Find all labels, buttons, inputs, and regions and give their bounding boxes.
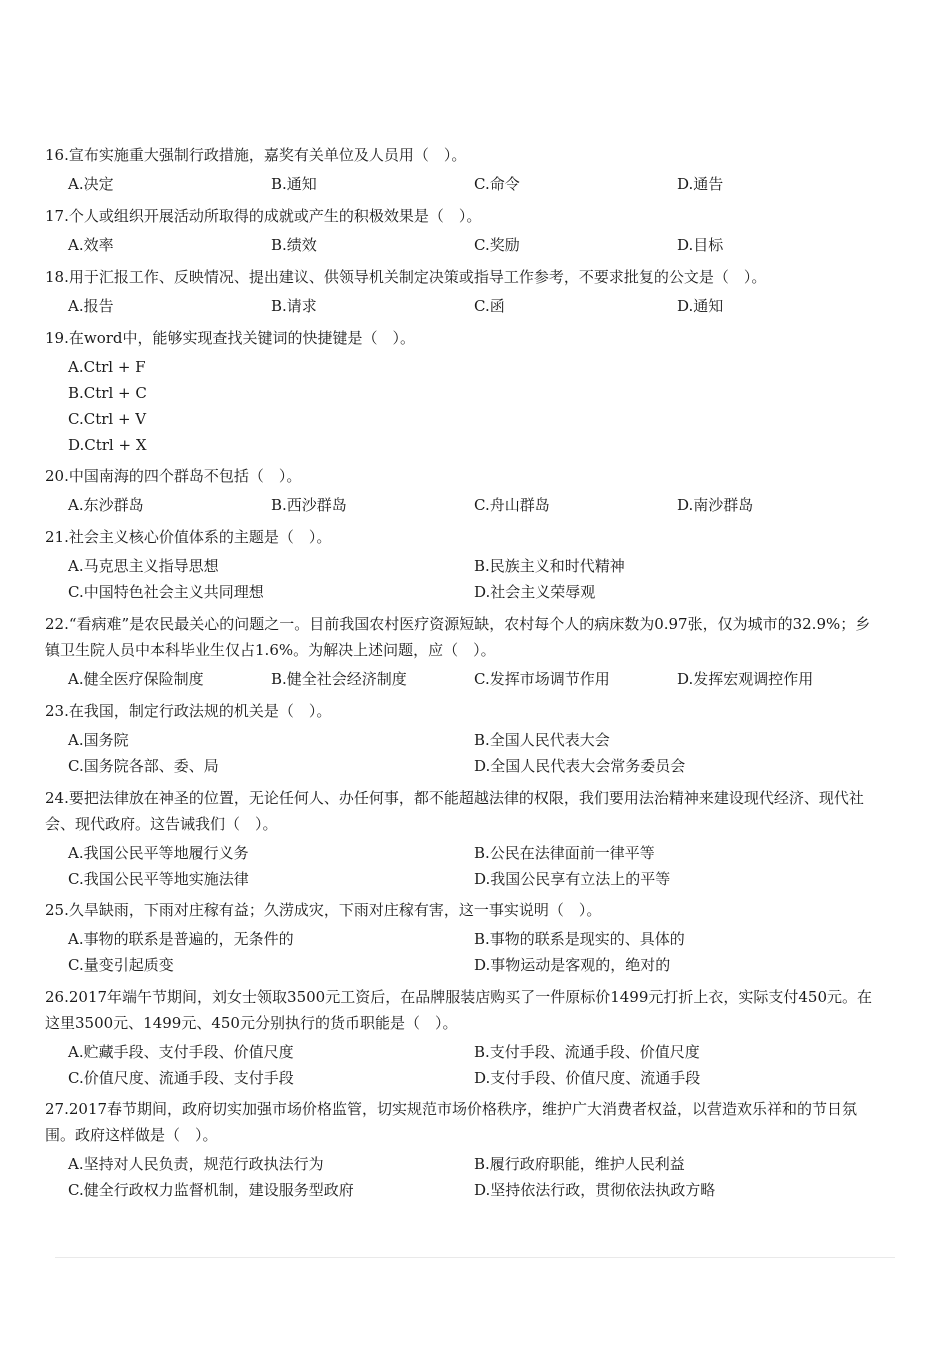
question-23 — [45, 698, 880, 779]
footer-divider — [55, 1257, 895, 1258]
option-b[interactable]: B.民族主义和时代精神 — [474, 557, 625, 575]
option-a[interactable]: A.国务院 — [68, 731, 129, 749]
option-a[interactable]: A.Ctrl + F — [68, 358, 146, 376]
option-d[interactable]: D.通告 — [677, 175, 724, 193]
option-d[interactable]: D.坚持依法行政，贯彻依法执政方略 — [474, 1181, 716, 1199]
option-b[interactable]: B.健全社会经济制度 — [271, 670, 407, 688]
options-row — [45, 666, 880, 692]
option-d[interactable]: D.Ctrl + X — [68, 436, 147, 454]
options-grid — [45, 1151, 880, 1203]
option-c[interactable]: C.奖励 — [474, 236, 520, 254]
options-grid — [45, 840, 880, 892]
question-text: 在我国，制定行政法规的机关是（ ）。 — [68, 702, 332, 720]
options-list — [45, 354, 880, 458]
question-number: 16. — [45, 146, 69, 164]
question-stem — [45, 984, 880, 1036]
question-text: 宣布实施重大强制行政措施，嘉奖有关单位及人员用（ ）。 — [68, 146, 467, 164]
question-19 — [45, 325, 880, 458]
question-stem — [45, 785, 880, 837]
option-c[interactable]: C.健全行政权力监督机制，建设服务型政府 — [68, 1181, 354, 1199]
question-number: 23. — [45, 702, 69, 720]
option-b[interactable]: B.Ctrl + C — [68, 384, 147, 402]
question-number: 21. — [45, 528, 69, 546]
question-21 — [45, 524, 880, 605]
question-number: 17. — [45, 207, 69, 225]
option-b[interactable]: B.支付手段、流通手段、价值尺度 — [474, 1043, 700, 1061]
option-d[interactable]: D.社会主义荣辱观 — [474, 583, 596, 601]
question-number: 25. — [45, 901, 69, 919]
option-c[interactable]: C.量变引起质变 — [68, 956, 174, 974]
option-d[interactable]: D.目标 — [677, 236, 724, 254]
options-grid — [45, 1039, 880, 1091]
question-text: 中国南海的四个群岛不包括（ ）。 — [68, 467, 302, 485]
option-c[interactable]: C.发挥市场调节作用 — [474, 670, 610, 688]
question-number: 24. — [45, 789, 69, 807]
question-17 — [45, 203, 880, 258]
option-d[interactable]: D.我国公民享有立法上的平等 — [474, 870, 671, 888]
option-d[interactable]: D.通知 — [677, 297, 724, 315]
option-b[interactable]: B.请求 — [271, 297, 317, 315]
question-26 — [45, 984, 880, 1091]
option-d[interactable]: D.南沙群岛 — [677, 496, 754, 514]
question-stem — [45, 142, 880, 168]
option-b[interactable]: B.公民在法律面前一律平等 — [474, 844, 655, 862]
question-text: 2017年端午节期间，刘女士领取3500元工资后，在品牌服装店购买了一件原标价1499元打折上衣，实际支付450元。在这里3500元、1499元、450元分别执行的货币职能是（ ）。 — [45, 988, 873, 1032]
question-number: 22. — [45, 615, 69, 633]
option-b[interactable]: B.西沙群岛 — [271, 496, 347, 514]
options-grid — [45, 553, 880, 605]
question-number: 26. — [45, 988, 69, 1006]
option-c[interactable]: C.函 — [474, 297, 505, 315]
question-stem — [45, 897, 880, 923]
option-c[interactable]: C.命令 — [474, 175, 520, 193]
option-d[interactable]: D.全国人民代表大会常务委员会 — [474, 757, 686, 775]
question-number: 27. — [45, 1100, 69, 1118]
question-22 — [45, 611, 880, 692]
option-a[interactable]: A.我国公民平等地履行义务 — [68, 844, 249, 862]
question-stem — [45, 463, 880, 489]
question-text: “看病难”是农民最关心的问题之一。目前我国农村医疗资源短缺，农村每个人的病床数为0.97张，仅为城市的32.9%；乡镇卫生院人员中本科毕业生仅占1.6%。为解决上述问题，应（ ）。 — [45, 615, 871, 659]
option-a[interactable]: A.决定 — [68, 175, 114, 193]
question-20 — [45, 463, 880, 518]
option-b[interactable]: B.履行政府职能，维护人民利益 — [474, 1155, 685, 1173]
question-text: 久旱缺雨，下雨对庄稼有益；久涝成灾，下雨对庄稼有害，这一事实说明（ ）。 — [68, 901, 602, 919]
question-text: 2017春节期间，政府切实加强市场价格监管，切实规范市场价格秩序，维护广大消费者权益，以营造欢乐祥和的节日氛围。政府这样做是（ ）。 — [45, 1100, 858, 1144]
options-row — [45, 171, 880, 197]
question-stem — [45, 524, 880, 550]
option-b[interactable]: B.事物的联系是现实的、具体的 — [474, 930, 685, 948]
question-number: 19. — [45, 329, 69, 347]
question-text: 在word中，能够实现查找关键词的快捷键是（ ）。 — [68, 329, 416, 347]
question-16 — [45, 142, 880, 197]
option-a[interactable]: A.马克思主义指导思想 — [68, 557, 219, 575]
option-c[interactable]: C.国务院各部、委、局 — [68, 757, 219, 775]
option-a[interactable]: A.效率 — [68, 236, 114, 254]
option-a[interactable]: A.贮藏手段、支付手段、价值尺度 — [68, 1043, 294, 1061]
option-b[interactable]: B.绩效 — [271, 236, 317, 254]
option-b[interactable]: B.通知 — [271, 175, 317, 193]
question-text: 用于汇报工作、反映情况、提出建议、供领导机关制定决策或指导工作参考，不要求批复的公文是（ ）。 — [68, 268, 767, 286]
question-18 — [45, 264, 880, 319]
option-d[interactable]: D.支付手段、价值尺度、流通手段 — [474, 1069, 701, 1087]
option-a[interactable]: A.报告 — [68, 297, 114, 315]
options-row — [45, 232, 880, 258]
options-grid — [45, 926, 880, 978]
question-27 — [45, 1096, 880, 1203]
option-a[interactable]: A.东沙群岛 — [68, 496, 144, 514]
option-c[interactable]: C.我国公民平等地实施法律 — [68, 870, 249, 888]
option-b[interactable]: B.全国人民代表大会 — [474, 731, 610, 749]
option-c[interactable]: C.中国特色社会主义共同理想 — [68, 583, 264, 601]
question-stem — [45, 203, 880, 229]
option-c[interactable]: C.价值尺度、流通手段、支付手段 — [68, 1069, 294, 1087]
option-d[interactable]: D.事物运动是客观的，绝对的 — [474, 956, 671, 974]
question-24 — [45, 785, 880, 892]
options-row — [45, 293, 880, 319]
option-c[interactable]: C.Ctrl + V — [68, 410, 147, 428]
options-grid — [45, 727, 880, 779]
question-stem — [45, 325, 880, 351]
question-number: 20. — [45, 467, 69, 485]
option-c[interactable]: C.舟山群岛 — [474, 496, 550, 514]
question-number: 18. — [45, 268, 69, 286]
options-row — [45, 492, 880, 518]
question-text: 要把法律放在神圣的位置，无论任何人、办任何事，都不能超越法律的权限，我们要用法治精神来建设现代经济、现代社会、现代政府。这告诫我们（ ）。 — [45, 789, 864, 833]
option-a[interactable]: A.健全医疗保险制度 — [68, 670, 204, 688]
question-text: 社会主义核心价值体系的主题是（ ）。 — [68, 528, 332, 546]
question-stem — [45, 698, 880, 724]
question-stem — [45, 1096, 880, 1148]
question-25 — [45, 897, 880, 978]
question-stem — [45, 611, 880, 663]
option-d[interactable]: D.发挥宏观调控作用 — [677, 670, 814, 688]
option-a[interactable]: A.事物的联系是普遍的，无条件的 — [68, 930, 294, 948]
question-stem — [45, 264, 880, 290]
question-text: 个人或组织开展活动所取得的成就或产生的积极效果是（ ）。 — [68, 207, 482, 225]
option-a[interactable]: A.坚持对人民负责，规范行政执法行为 — [68, 1155, 324, 1173]
